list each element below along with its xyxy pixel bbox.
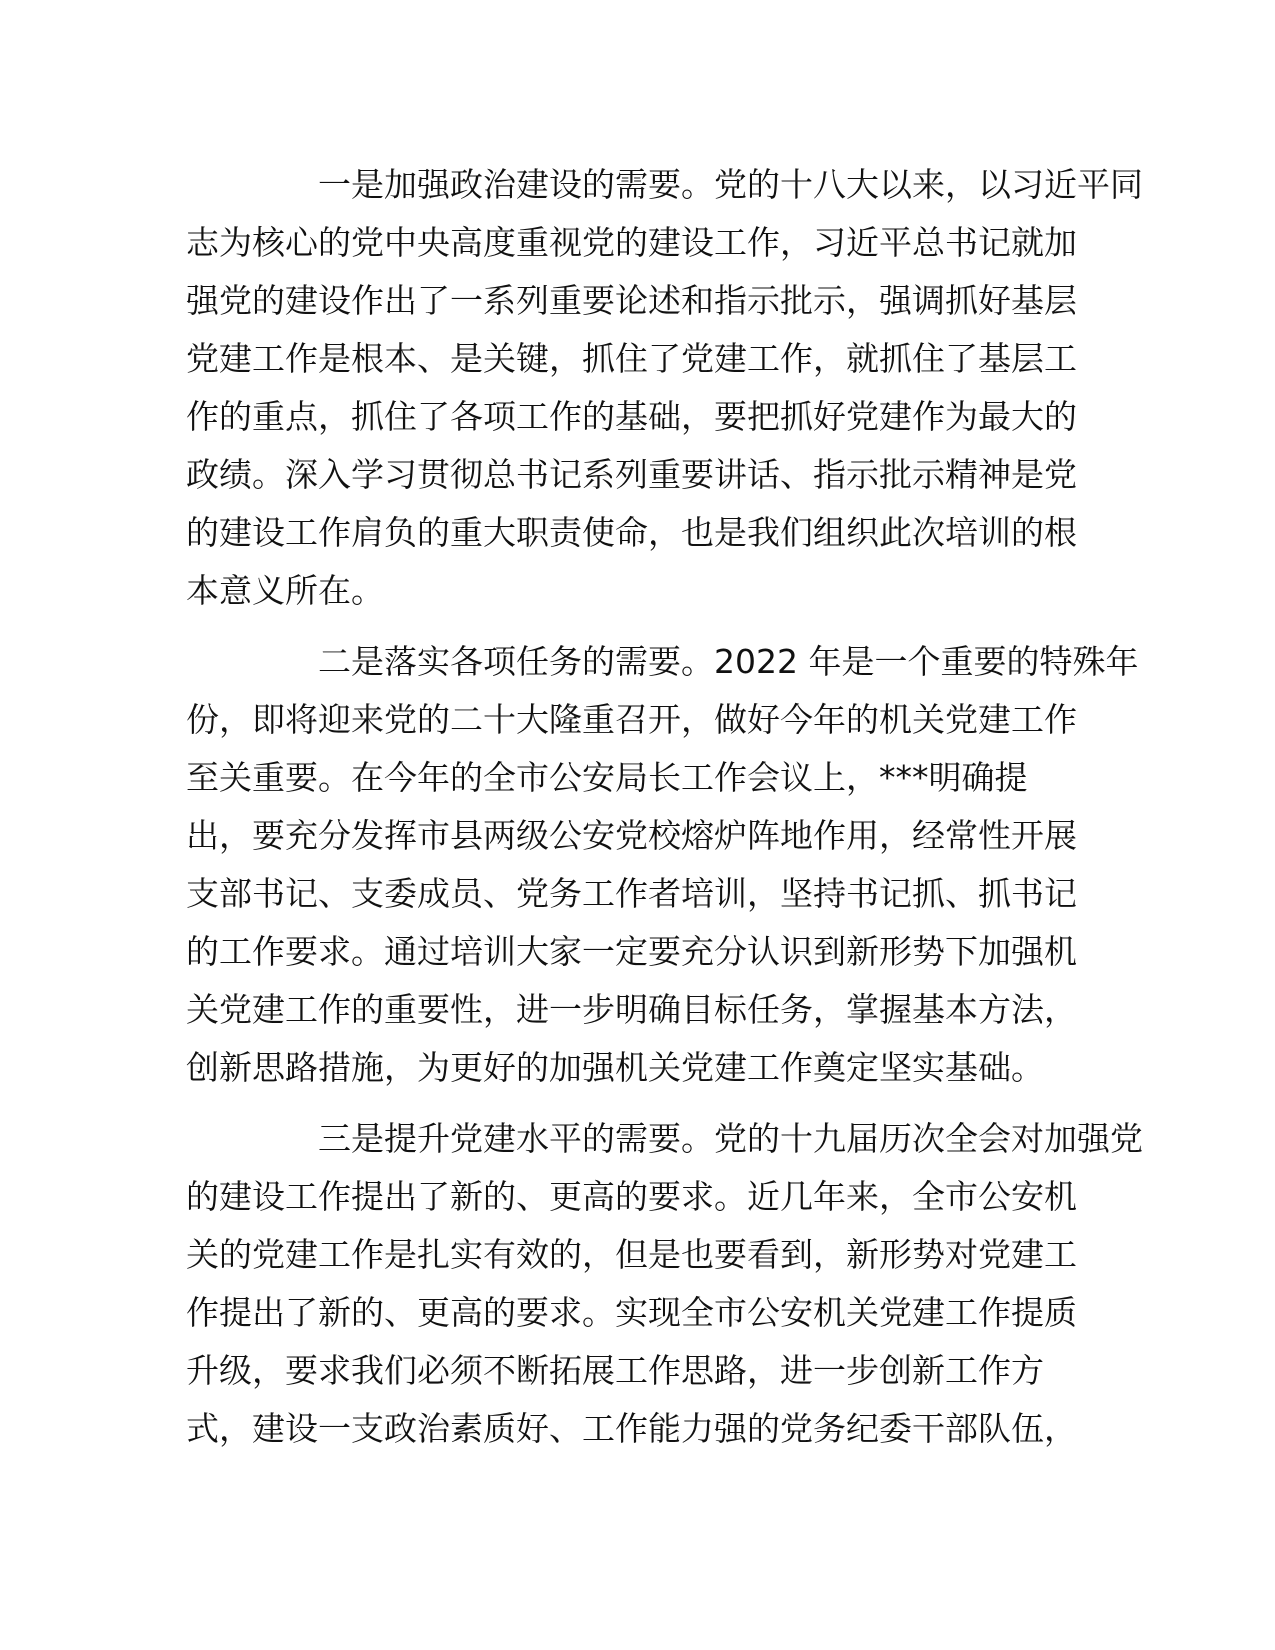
paragraph-line: 志为核心的党中央高度重视党的建设工作，习近平总书记就加 bbox=[186, 223, 1077, 262]
paragraph-line: 一是加强政治建设的需要。党的十八大以来，以习近平同 bbox=[318, 165, 1143, 204]
paragraph-line: 党建工作是根本、是关键，抓住了党建工作，就抓住了基层工 bbox=[186, 339, 1077, 378]
paragraph-line: 出，要充分发挥市县两级公安党校熔炉阵地作用，经常性开展 bbox=[186, 816, 1077, 855]
paragraph-line: 的建设工作肩负的重大职责使命，也是我们组织此次培训的根 bbox=[186, 513, 1077, 552]
paragraph-line: 关党建工作的重要性，进一步明确目标任务，掌握基本方法， bbox=[186, 990, 1077, 1029]
paragraph-line: 作提出了新的、更高的要求。实现全市公安机关党建工作提质 bbox=[186, 1293, 1077, 1332]
paragraph-line: 三是提升党建水平的需要。党的十九届历次全会对加强党 bbox=[318, 1119, 1143, 1158]
paragraph-line: 支部书记、支委成员、党务工作者培训，坚持书记抓、抓书记 bbox=[186, 874, 1077, 913]
paragraph-line: 本意义所在。 bbox=[186, 571, 384, 610]
paragraph-1 bbox=[186, 156, 1143, 620]
document-body bbox=[186, 156, 1143, 1471]
paragraph-line: 至关重要。在今年的全市公安局长工作会议上，***明确提 bbox=[186, 758, 1028, 797]
paragraph-line: 关的党建工作是扎实有效的，但是也要看到，新形势对党建工 bbox=[186, 1235, 1077, 1274]
paragraph-line: 政绩。深入学习贯彻总书记系列重要讲话、指示批示精神是党 bbox=[186, 455, 1077, 494]
paragraph-line: 的建设工作提出了新的、更高的要求。近几年来，全市公安机 bbox=[186, 1177, 1077, 1216]
paragraph-line: 份，即将迎来党的二十大隆重召开，做好今年的机关党建工作 bbox=[186, 700, 1077, 739]
paragraph-line: 的工作要求。通过培训大家一定要充分认识到新形势下加强机 bbox=[186, 932, 1077, 971]
paragraph-line: 式，建设一支政治素质好、工作能力强的党务纪委干部队伍， bbox=[186, 1409, 1077, 1448]
paragraph-line: 作的重点，抓住了各项工作的基础，要把抓好党建作为最大的 bbox=[186, 397, 1077, 436]
paragraph-line: 强党的建设作出了一系列重要论述和指示批示，强调抓好基层 bbox=[186, 281, 1077, 320]
paragraph-line: 升级，要求我们必须不断拓展工作思路，进一步创新工作方 bbox=[186, 1351, 1044, 1390]
paragraph-line: 二是落实各项任务的需要。2022 年是一个重要的特殊年 bbox=[318, 642, 1139, 681]
paragraph-2 bbox=[186, 633, 1139, 1097]
paragraph-3 bbox=[186, 1110, 1143, 1458]
paragraph-line: 创新思路措施，为更好的加强机关党建工作奠定坚实基础。 bbox=[186, 1048, 1044, 1087]
